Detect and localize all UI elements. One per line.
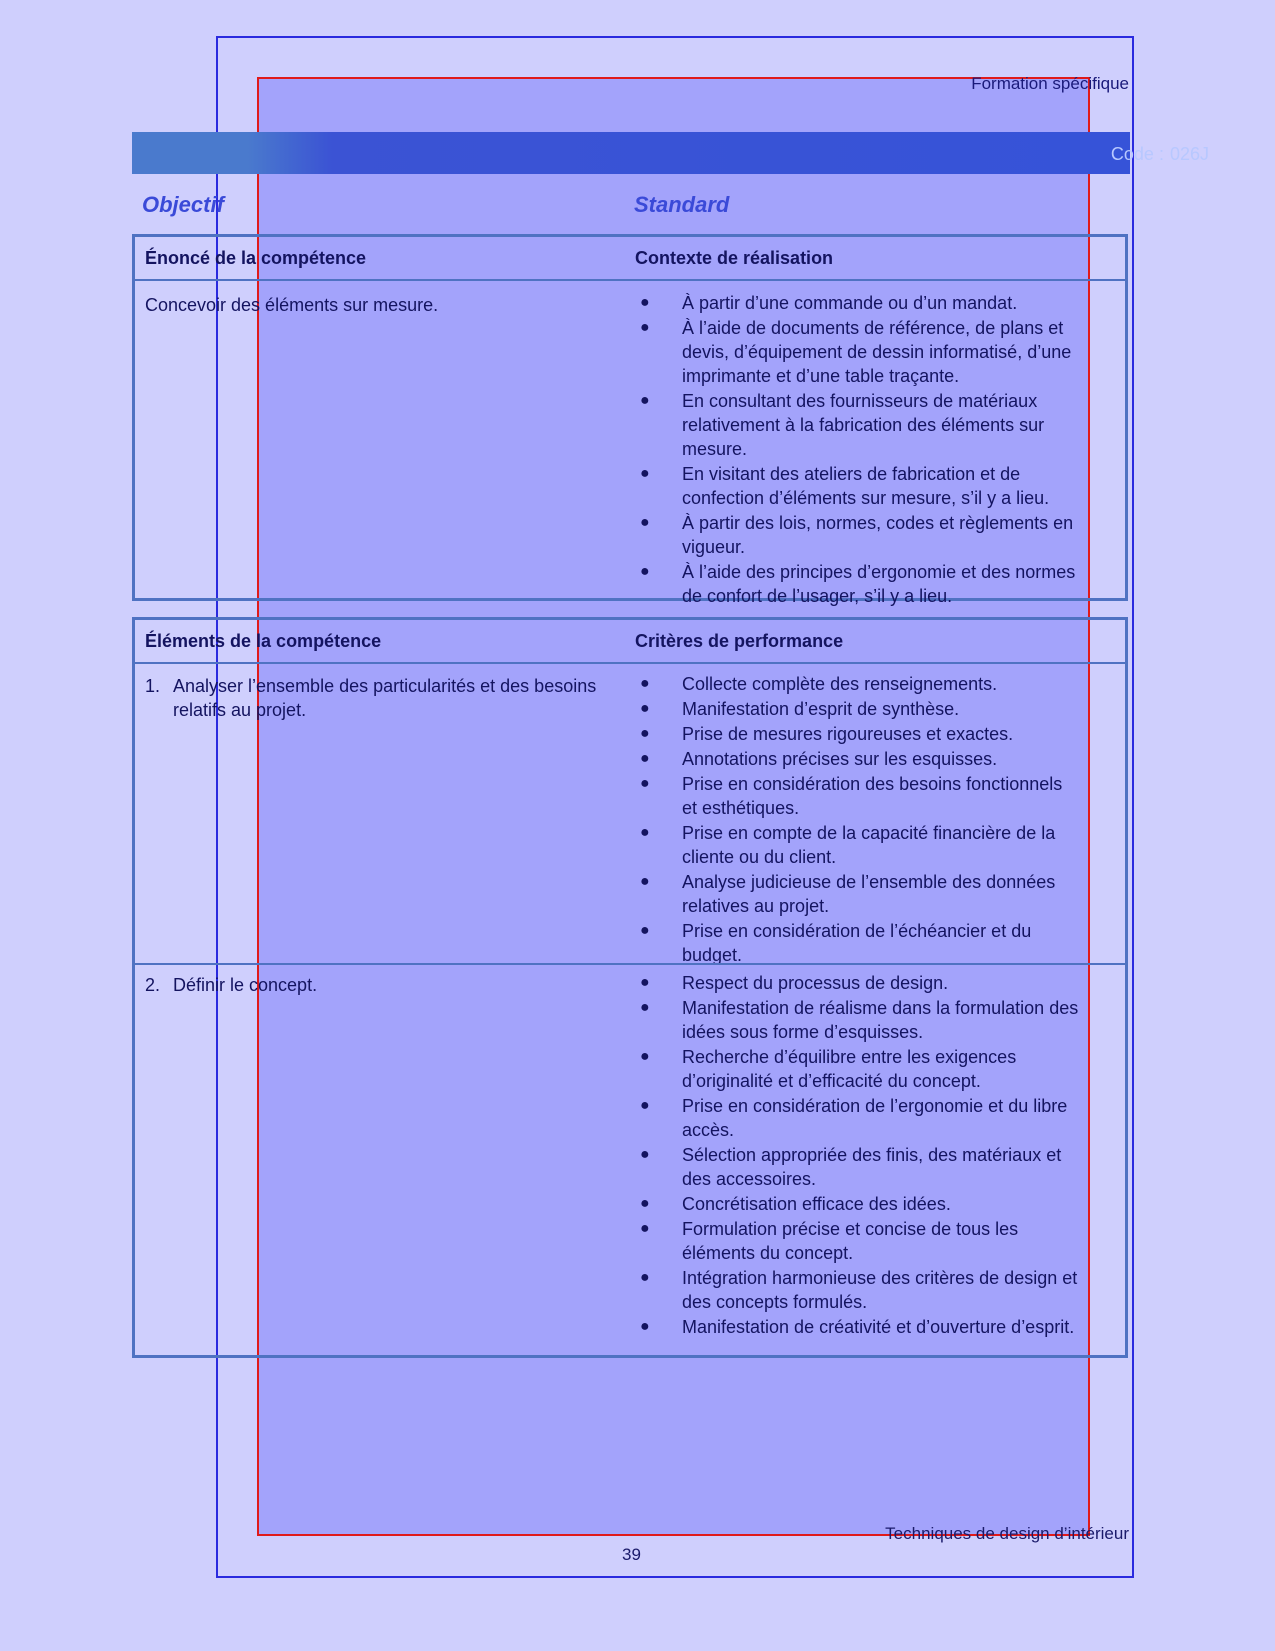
list-item: ● Manifestation d’esprit de synthèse. — [640, 699, 960, 719]
list-item: ● À partir d’une commande ou d’un mandat. — [640, 293, 1018, 313]
list-item: ● Prise en considération des besoins fonctionnels et esthétiques. — [640, 774, 1063, 818]
criteria-list-1 — [640, 672, 1080, 968]
code-label — [1105, 144, 1209, 165]
competence-table-header — [135, 237, 1125, 281]
list-item: ● À l’aide des principes d’ergonomie et des normes de confort de l’usager, s’il y a lieu. — [640, 562, 1076, 606]
code-label-text: Code : — [1110, 144, 1164, 164]
list-item: ● Intégration harmonieuse des critères de design et des concepts formulés. — [640, 1268, 1078, 1312]
standard-heading: Standard — [634, 192, 730, 217]
page-number: 39 — [622, 1545, 641, 1564]
list-item: ● Sélection appropriée des finis, des matériaux et des accessoires. — [640, 1145, 1062, 1189]
code-bar — [132, 132, 1130, 174]
list-item: ● Analyse judicieuse de l’ensemble des données relatives au projet. — [640, 872, 1056, 916]
table-row — [135, 664, 1125, 963]
footer-title: Techniques de design d’intérieur — [885, 1524, 1129, 1543]
competence-table — [132, 234, 1128, 606]
list-item: ● Prise de mesures rigoureuses et exactes. — [640, 724, 1014, 744]
list-item: ● Annotations précises sur les esquisses. — [640, 749, 998, 769]
running-head: Formation spécifique — [971, 74, 1129, 93]
context-list — [640, 291, 1080, 609]
list-item: ● Prise en compte de la capacité financière de la cliente ou du client. — [640, 823, 1056, 867]
list-item: ● Manifestation de créativité et d’ouverture d’esprit. — [640, 1317, 1075, 1337]
list-item: ● Respect du processus de design. — [640, 973, 949, 993]
objectif-heading: Objectif — [142, 192, 224, 217]
elements-table-header — [135, 620, 1125, 664]
table-row — [135, 963, 1125, 1355]
list-item: ● En visitant des ateliers de fabrication et de confection d’éléments sur mesure, s’il y a lieu. — [640, 464, 1050, 508]
criteria-list-2 — [640, 971, 1080, 1340]
col-criteres: Critères de performance — [635, 631, 844, 651]
list-item: ● Recherche d’équilibre entre les exigences d’originalité et d’efficacité du concept. — [640, 1047, 1017, 1091]
col-enonce: Énoncé de la compétence — [145, 248, 367, 268]
elements-table — [132, 617, 1128, 1358]
list-item: ● Formulation précise et concise de tous les éléments du concept. — [640, 1219, 1019, 1263]
col-contexte: Contexte de réalisation — [635, 248, 834, 268]
list-item: ● En consultant des fournisseurs de matériaux relativement à la fabrication des éléments sur mesure. — [640, 391, 1045, 459]
code-value: 026J — [1169, 144, 1209, 164]
list-item: ● Concrétisation efficace des idées. — [640, 1194, 951, 1214]
element-2: 2. Définir le concept. — [145, 975, 318, 995]
competence-statement: Concevoir des éléments sur mesure. — [145, 295, 439, 315]
list-item: ● À l’aide de documents de référence, de plans et devis, d’équipement de dessin informatisé, d’une imprimante et d’une table traçante. — [640, 318, 1072, 386]
list-item: ● Prise en considération de l’ergonomie et du libre accès. — [640, 1096, 1068, 1140]
list-item: ● Prise en considération de l’échéancier et du budget. — [640, 921, 1032, 965]
element-1: 1. Analyser l’ensemble des particularités et des besoins relatifs au projet. — [145, 676, 597, 720]
list-item: ● À partir des lois, normes, codes et règlements en vigueur. — [640, 513, 1074, 557]
col-elements: Éléments de la compétence — [145, 631, 382, 651]
list-item: ● Manifestation de réalisme dans la formulation des idées sous forme d’esquisses. — [640, 998, 1079, 1042]
list-item: ● Collecte complète des renseignements. — [640, 674, 998, 694]
